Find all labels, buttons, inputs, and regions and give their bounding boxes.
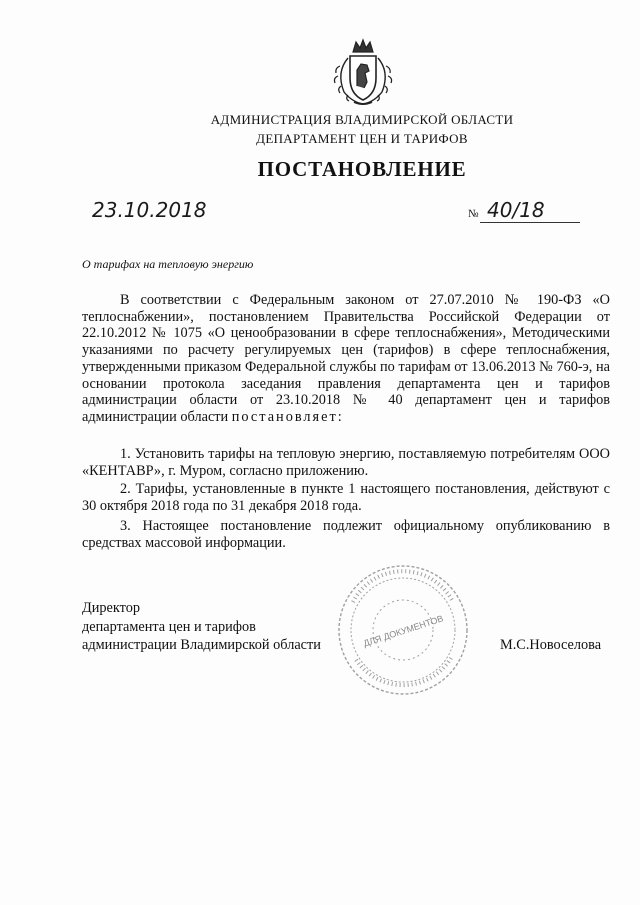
number-label: № <box>468 208 479 220</box>
stamp-text: ДЛЯ ДОКУМЕНТОВ <box>362 613 445 649</box>
resolves-word: постановляет: <box>231 408 344 425</box>
document-type-title: ПОСТАНОВЛЕНИЕ <box>257 157 467 181</box>
preamble-paragraph <box>82 292 610 426</box>
signatory-title-line-3: администрации Владимирской области <box>82 637 321 653</box>
preamble-text: В соответствии с Федеральным законом от 27.07.2010 № 190-ФЗ «О теплоснабжении», постановлением Правительства Российской Федерации от 22.10.2012 № 1075 «О ценообразовании в сфере теплоснабжения», Методическими указаниями по расчету регулируемых цен (тарифов) в сфере теплоснабжения, утвержденными приказом Федеральной службы по тарифам от 13.06.2013 № 760-э, на основании протокола заседания правления департамента цен и тарифов администрации области от 23.10.2018 № 40 департамент цен и тарифов администрации области <box>82 292 610 425</box>
department-name: ДЕПАРТАМЕНТ ЦЕН И ТАРИФОВ <box>256 131 468 146</box>
signatory-name: М.С.Новоселова <box>500 637 602 653</box>
item-2: 2. Тарифы, установленные в пункте 1 настоящего постановления, действуют с 30 октября 2018 года по 31 декабря 2018 года. <box>82 481 610 514</box>
signatory-title <box>82 599 321 655</box>
signatory-title-line-1: Директор <box>82 600 141 616</box>
official-stamp-icon <box>335 562 471 698</box>
document-number: 40/18 <box>487 198 545 222</box>
document-date: 23.10.2018 <box>92 198 207 222</box>
signatory-title-line-2: департамента цен и тарифов <box>82 618 256 635</box>
coat-of-arms-icon <box>330 38 396 106</box>
item-3: 3. Настоящее постановление подлежит официальному опубликованию в средствах массовой информации. <box>82 518 610 551</box>
organization-name: АДМИНИСТРАЦИЯ ВЛАДИМИРСКОЙ ОБЛАСТИ <box>210 112 514 127</box>
number-underline <box>480 222 580 223</box>
item-1: 1. Установить тарифы на тепловую энергию, поставляемую потребителям ООО «КЕНТАВР», г. Муром, согласно приложению. <box>82 446 610 479</box>
document-subject: О тарифах на тепловую энергию <box>82 257 254 271</box>
